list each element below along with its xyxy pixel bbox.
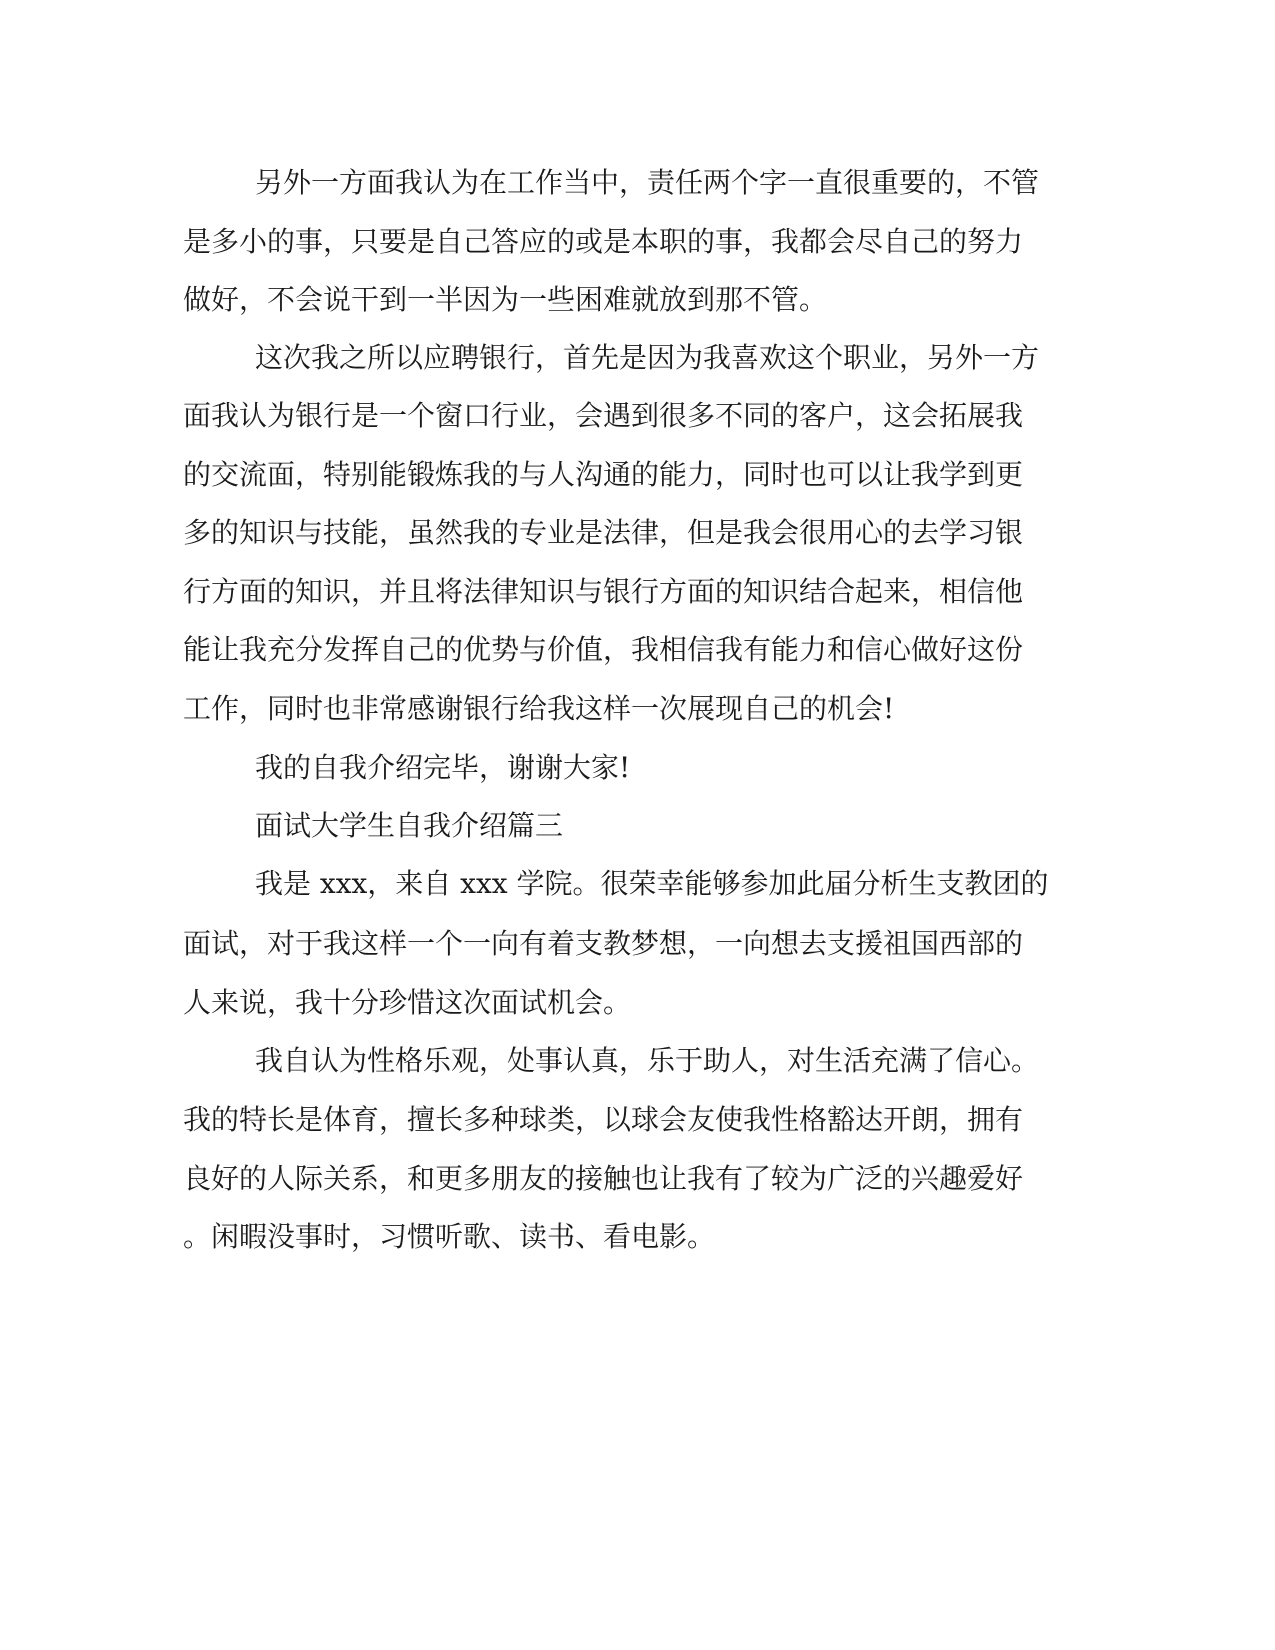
text-line: 我是 xxx，来自 xxx 学院。很荣幸能够参加此届分析生支教团的 [255, 867, 1049, 900]
text-line: 多的知识与技能，虽然我的专业是法律，但是我会很用心的去学习银 [183, 516, 1024, 549]
text-line: 这次我之所以应聘银行，首先是因为我喜欢这个职业，另外一方 [255, 341, 1040, 374]
text-line: 另外一方面我认为在工作当中，责任两个字一直很重要的，不管 [255, 166, 1040, 199]
text-line: 良好的人际关系，和更多朋友的接触也让我有了较为广泛的兴趣爱好 [183, 1162, 1024, 1195]
text-line: 能让我充分发挥自己的优势与价值，我相信我有能力和信心做好这份 [183, 633, 1024, 666]
text-line: 人来说，我十分珍惜这次面试机会。 [183, 986, 632, 1019]
text-line: 。闲暇没事时，习惯听歌、读书、看电影。 [183, 1220, 716, 1253]
text-line: 的交流面，特别能锻炼我的与人沟通的能力，同时也可以让我学到更 [183, 458, 1024, 491]
text-line: 我的自我介绍完毕，谢谢大家! [255, 751, 631, 784]
text-line: 是多小的事，只要是自己答应的或是本职的事，我都会尽自己的努力 [183, 225, 1024, 258]
text-line: 行方面的知识，并且将法律知识与银行方面的知识结合起来，相信他 [183, 575, 1024, 608]
text-line: 我的特长是体育，擅长多种球类，以球会友使我性格豁达开朗，拥有 [183, 1103, 1024, 1136]
text-line: 工作，同时也非常感谢银行给我这样一次展现自己的机会! [183, 692, 895, 725]
text-line: 面试大学生自我介绍篇三 [255, 809, 564, 842]
text-line: 我自认为性格乐观，处事认真，乐于助人，对生活充满了信心。 [255, 1044, 1040, 1077]
text-line: 面试，对于我这样一个一向有着支教梦想，一向想去支援祖国西部的 [183, 927, 1024, 960]
text-line: 面我认为银行是一个窗口行业，会遇到很多不同的客户，这会拓展我 [183, 399, 1024, 432]
text-line: 做好，不会说干到一半因为一些困难就放到那不管。 [183, 283, 828, 316]
